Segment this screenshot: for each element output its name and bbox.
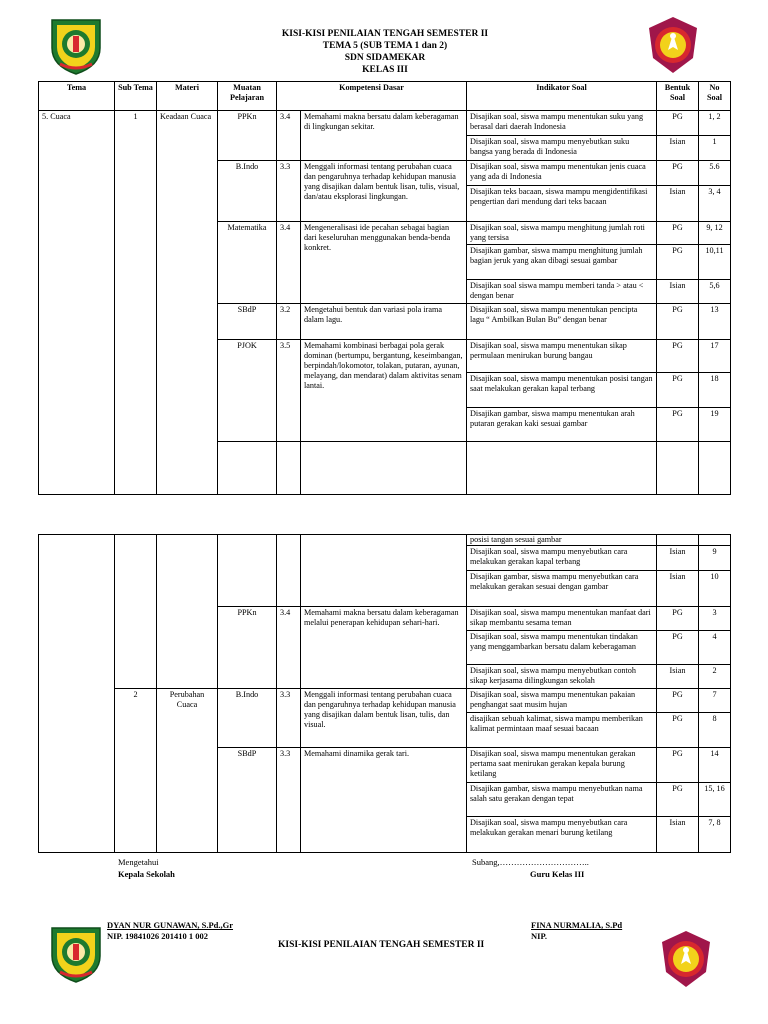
bentuk-cell: PG — [657, 631, 699, 665]
kd-text: Memahami dinamika gerak tari. — [301, 748, 467, 853]
indikator-cell: Disajikan soal, siswa mampu menyebutkan contoh sikap kerjasama dilingkungan sekolah — [467, 665, 657, 689]
no-soal-cell: 7, 8 — [699, 817, 731, 853]
indikator-cell: Disajikan gambar, siswa mampu menyebutkan nama salah satu gerakan dengan tepat — [467, 783, 657, 817]
col-header-sub-tema: Sub Tema — [115, 82, 157, 111]
bentuk-cell: PG — [657, 408, 699, 442]
muatan-ppkn: PPKn — [218, 111, 277, 161]
bentuk-cell: Isian — [657, 665, 699, 689]
kd-text: Memahami makna bersatu dalam keberagaman melalui penerapan kehidupan sehari-hari. — [301, 607, 467, 689]
bentuk-cell: PG — [657, 689, 699, 713]
title-line-4: KELAS III — [362, 65, 408, 75]
indikator-cell: Disajikan soal, siswa mampu menentukan suku yang berasal dari daerah Indonesia — [467, 111, 657, 136]
bentuk-cell: PG — [657, 111, 699, 136]
kd-text: Memahami kombinasi berbagai pola gerak dominan (bertumpu, bergantung, keseimbangan, berpindah/lokomotor, tolakan, putaran, ayunan, melayang, dan mendarat) dalam aktivitas senam lantai. — [301, 340, 467, 442]
no-soal-cell: 3, 4 — [699, 186, 731, 222]
indikator-cell: Disajikan soal, siswa mampu menentukan jenis cuaca yang ada di Indonesia — [467, 161, 657, 186]
bentuk-cell: PG — [657, 783, 699, 817]
col-header-materi: Materi — [157, 82, 218, 111]
indikator-cell: Disajikan soal, siswa mampu menyebutkan cara melakukan gerakan menari burung ketilang — [467, 817, 657, 853]
col-header-kompetensi: Kompetensi Dasar — [277, 82, 467, 111]
kepala-sekolah-nip: NIP. 19841026 201410 1 002 — [107, 931, 208, 941]
no-soal-cell: 10 — [699, 571, 731, 607]
bentuk-cell: PG — [657, 340, 699, 373]
kd-text: Menggali informasi tentang perubahan cuaca dan pengaruhnya terhadap kehidupan manusia yang disajikan dalam bentuk lisan, tulis, dan visual. — [301, 689, 467, 748]
footer-title: KISI-KISI PENILAIAN TENGAH SEMESTER II — [278, 940, 485, 950]
kepala-sekolah-title: Kepala Sekolah — [118, 869, 175, 879]
no-soal-cell: 5,6 — [699, 280, 731, 304]
kd-number: 3.4 — [277, 607, 301, 689]
place-date-line: Subang,………………………….. — [472, 857, 589, 867]
no-soal-cell: 13 — [699, 304, 731, 340]
no-soal-cell: 18 — [699, 373, 731, 408]
indikator-cell: Disajikan soal, siswa mampu menentukan pakaian penghangat saat musim hujan — [467, 689, 657, 713]
bentuk-cell — [657, 535, 699, 546]
title-line-1: KISI-KISI PENILAIAN TENGAH SEMESTER II — [281, 29, 489, 39]
kepala-sekolah-name: DYAN NUR GUNAWAN, S.Pd.,Gr — [107, 920, 234, 930]
indikator-cell: Disajikan soal, siswa mampu menentukan pencipta lagu “ Ambilkan Bulan Bu” dengan benar — [467, 304, 657, 340]
no-soal-cell: 9 — [699, 546, 731, 571]
no-soal-cell: 15, 16 — [699, 783, 731, 817]
col-header-bentuk: Bentuk Soal — [657, 82, 699, 111]
bentuk-cell: Isian — [657, 280, 699, 304]
bentuk-cell: PG — [657, 304, 699, 340]
indikator-cell: Disajikan soal siswa mampu memberi tanda > atau < dengan benar — [467, 280, 657, 304]
subang-emblem-logo-bottom — [48, 922, 104, 984]
indikator-cell: Disajikan soal, siswa mampu menyebutkan cara melakukan gerakan kapal terbang — [467, 546, 657, 571]
kd-text: Memahami makna bersatu dalam keberagaman di lingkungan sekitar. — [301, 111, 467, 161]
tema-cell: 5. Cuaca — [39, 111, 115, 495]
title-line-3: SDN SIDAMEKAR — [344, 53, 426, 63]
no-soal-cell: 3 — [699, 607, 731, 631]
tut-wuri-emblem-logo-top — [645, 14, 701, 76]
bentuk-cell: PG — [657, 748, 699, 783]
mengetahui-label: Mengetahui — [118, 857, 159, 867]
subang-emblem-logo-top — [48, 14, 104, 76]
kd-number: 3.4 — [277, 111, 301, 161]
indikator-cell: Disajikan soal, siswa mampu menentukan gerakan pertama saat menirukan gerakan kepala burung ketilang — [467, 748, 657, 783]
guru-kelas-title: Guru Kelas III — [530, 869, 585, 879]
guru-name: FINA NURMALIA, S.Pd — [531, 920, 623, 930]
kd-number: 3.3 — [277, 748, 301, 853]
kd-text: Mengeneralisasi ide pecahan sebagai bagian dari keseluruhan menggunakan benda-benda konkret. — [301, 222, 467, 304]
indikator-cell: Disajikan soal, siswa mampu menghitung jumlah roti yang tersisa — [467, 222, 657, 245]
sub-tema-cell-2: 2 — [115, 689, 157, 853]
indikator-cell: Disajikan soal, siswa mampu menentukan posisi tangan saat melakukan gerakan kapal terbang — [467, 373, 657, 408]
bentuk-cell: Isian — [657, 186, 699, 222]
no-soal-cell: 9, 12 — [699, 222, 731, 245]
col-header-tema: Tema — [39, 82, 115, 111]
bentuk-cell: PG — [657, 373, 699, 408]
kd-text: Mengetahui bentuk dan variasi pola irama dalam lagu. — [301, 304, 467, 340]
muatan-bindo: B.Indo — [218, 161, 277, 222]
kd-number: 3.2 — [277, 304, 301, 340]
muatan-bindo-2: B.Indo — [218, 689, 277, 748]
no-soal-cell: 1, 2 — [699, 111, 731, 136]
bentuk-cell: PG — [657, 222, 699, 245]
guru-nip: NIP. — [531, 931, 547, 941]
indikator-cell: disajikan sebuah kalimat, siswa mampu memberikan kalimat permintaan maaf sesuai bacaan — [467, 713, 657, 748]
no-soal-cell: 8 — [699, 713, 731, 748]
no-soal-cell: 17 — [699, 340, 731, 373]
indikator-cell: Disajikan soal, siswa mampu menentukan manfaat dari sikap membantu sesama teman — [467, 607, 657, 631]
bentuk-cell: PG — [657, 713, 699, 748]
muatan-sbdp: SBdP — [218, 304, 277, 340]
col-header-muatan: Muatan Pelajaran — [218, 82, 277, 111]
col-header-no-soal: No Soal — [699, 82, 731, 111]
col-header-indikator: Indikator Soal — [467, 82, 657, 111]
title-line-2: TEMA 5 (SUB TEMA 1 dan 2) — [322, 41, 448, 51]
bentuk-cell: PG — [657, 245, 699, 280]
indikator-cell: Disajikan teks bacaan, siswa mampu mengidentifikasi pengertian dari mendung dari teks bacaan — [467, 186, 657, 222]
no-soal-cell: 10,11 — [699, 245, 731, 280]
kisi-kisi-table-page-1 — [38, 81, 731, 495]
tut-wuri-emblem-logo-bottom — [658, 928, 714, 990]
no-soal-cell: 19 — [699, 408, 731, 442]
kd-number: 3.3 — [277, 161, 301, 222]
indikator-cell: Disajikan gambar, siswa mampu menentukan arah putaran gerakan kaki sesuai gambar — [467, 408, 657, 442]
muatan-sbdp-2: SBdP — [218, 748, 277, 853]
bentuk-cell: Isian — [657, 571, 699, 607]
bentuk-cell: Isian — [657, 136, 699, 161]
indikator-cell: Disajikan soal, siswa mampu menyebutkan suku bangsa yang berada di Indonesia — [467, 136, 657, 161]
materi-cell: Keadaan Cuaca — [157, 111, 218, 495]
muatan-pjok: PJOK — [218, 340, 277, 442]
indikator-cell: posisi tangan sesuai gambar — [467, 535, 657, 546]
bentuk-cell: Isian — [657, 546, 699, 571]
no-soal-cell: 1 — [699, 136, 731, 161]
indikator-cell: Disajikan soal, siswa mampu menentukan sikap permulaan menirukan burung bangau — [467, 340, 657, 373]
kd-number: 3.3 — [277, 689, 301, 748]
tema-cell-continued — [39, 535, 115, 853]
muatan-ppkn-2: PPKn — [218, 607, 277, 689]
no-soal-cell: 7 — [699, 689, 731, 713]
kd-number: 3.4 — [277, 222, 301, 304]
indikator-cell: Disajikan gambar, siswa mampu menyebutkan cara melakukan gerakan sesuai dengan gambar — [467, 571, 657, 607]
no-soal-cell: 4 — [699, 631, 731, 665]
no-soal-cell — [699, 535, 731, 546]
no-soal-cell: 14 — [699, 748, 731, 783]
kd-number: 3.5 — [277, 340, 301, 442]
materi-cell-2: Perubahan Cuaca — [157, 689, 218, 853]
no-soal-cell: 2 — [699, 665, 731, 689]
bentuk-cell: PG — [657, 161, 699, 186]
kd-text: Menggali informasi tentang perubahan cuaca dan pengaruhnya terhadap kehidupan manusia yang disajikan dalam bentuk lisan, tulis, visual, dan/atau eksplorasi lingkungan. — [301, 161, 467, 222]
indikator-cell: Disajikan soal, siswa mampu menentukan tindakan yang menggambarkan bersatu dalam keberagaman — [467, 631, 657, 665]
document-title-block — [200, 28, 570, 76]
no-soal-cell: 5.6 — [699, 161, 731, 186]
kisi-kisi-table-page-2 — [38, 534, 731, 853]
sub-tema-cell: 1 — [115, 111, 157, 495]
muatan-matematika: Matematika — [218, 222, 277, 304]
indikator-cell: Disajikan gambar, siswa mampu menghitung jumlah bagian jeruk yang akan dibagi sesuai gambar — [467, 245, 657, 280]
bentuk-cell: Isian — [657, 817, 699, 853]
bentuk-cell: PG — [657, 607, 699, 631]
